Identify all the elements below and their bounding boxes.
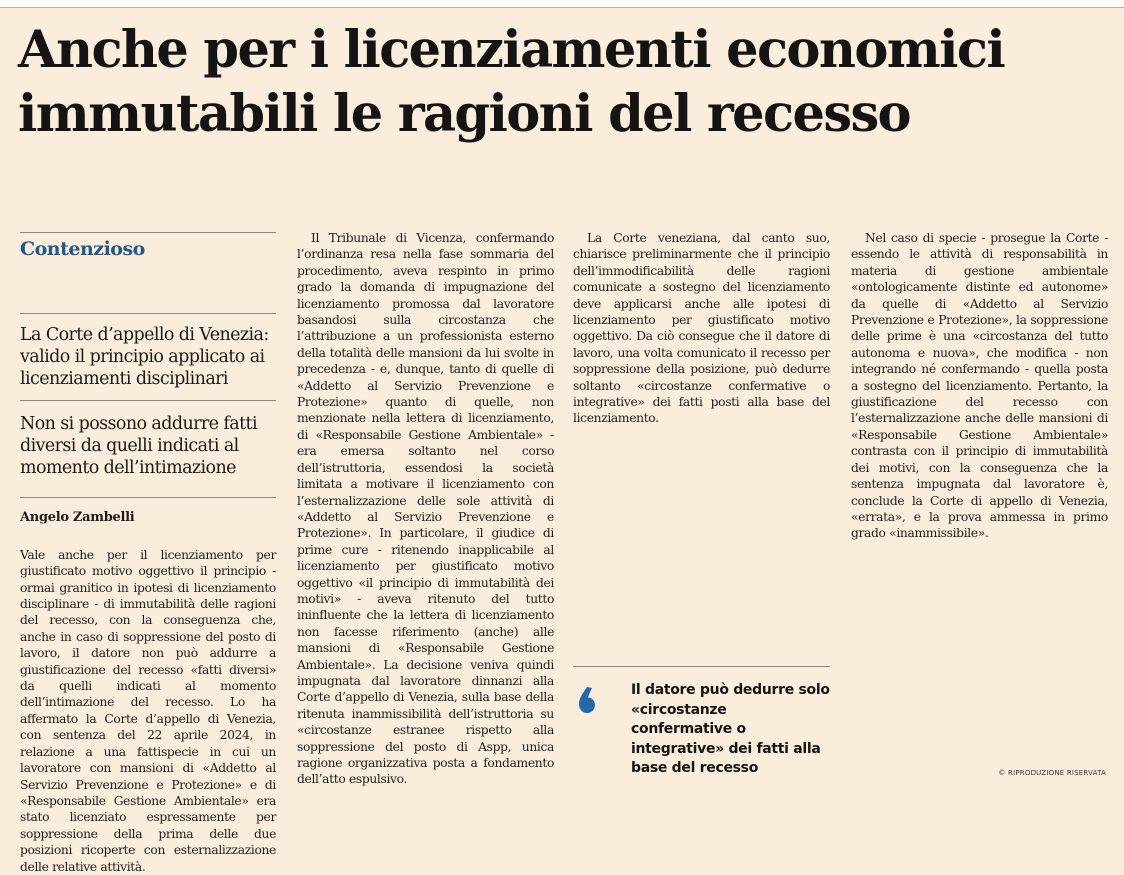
- column-1-body: [20, 547, 276, 874]
- headline-line-2: immutabili le ragioni del recesso: [18, 84, 910, 144]
- paragraph-3: La Corte veneziana, dal canto suo, chiarisce preliminarmente che il principio dell’immodificabilità delle ragioni comunicate a sostegno del licenziamento deve applicarsi anche alle ipotesi di licenziamento per giustificato motivo oggettivo. Da ciò consegue che il datore di lavoro, una volta comunicato il recesso per soppressione della posizione, può dedurre soltanto «circostanze confermative o integrative» dei fatti posti alla base del licenziamento.: [573, 231, 830, 426]
- column-2: [297, 230, 554, 787]
- headline: [18, 18, 1118, 146]
- headline-line-1: Anche per i licenziamenti economici: [18, 20, 1005, 80]
- top-border: [0, 0, 1124, 8]
- pull-quote-text: Il datore può dedurre solo «circostanze confermative o integrative» dei fatti alla base del recesso: [631, 682, 830, 776]
- pull-quote: [573, 666, 830, 779]
- section-label: Contenzioso: [20, 238, 145, 260]
- paragraph-4: Nel caso di specie - prosegue la Corte - essendo le attività di responsabilità in materia di gestione ambientale «ontologicamente distinte ed autonome» da quelle di «Addetto al Servizio Prevenzione e Protezione», la soppressione delle prime è una «circostanza del tutto autonoma e nuova», che modifica - non integrando né confermando - quella posta a sostegno del licenziamento. Pertanto, la giustificazione del recesso con l’esternalizzazione anche delle mansioni di «Responsabile Gestione Ambientale» contrasta con il principio di immutabilità dei motivi, con la conseguenza che la sentenza impugnata dal lavoratore è, conclude la Corte di appello di Venezia, «errata», e la prova ammessa in primo grado «inammissibile».: [851, 231, 1108, 541]
- subheading-2: Non si possono addurre fatti diversi da quelli indicati al momento dell’intimazione: [20, 400, 276, 479]
- column-1: [20, 232, 276, 874]
- section-rule: [20, 232, 276, 233]
- subheading-1: La Corte d’appello di Venezia: valido il principio applicato ai licenziamenti disciplinari: [20, 313, 276, 390]
- paragraph-1: Vale anche per il licenziamento per giustificato motivo oggettivo il principio - ormai granitico in ipotesi di licenziamento disciplinare - di immutabilità delle ragioni del recesso, con la conseguenza che, anche in caso di soppressione del posto di lavoro, il datore non può addurre a giustificazione del recesso «fatti diversi» da quelli indicati al momento dell’intimazione del recesso. Lo ha affermato la Corte d’appello di Venezia, con sentenza del 22 aprile 2024, in relazione a una fattispecie in cui un lavoratore con mansioni di «Addetto al Servizio Prevenzione e Protezione» e di «Responsabile Gestione Ambientale» era stato licenziato espressamente per soppressione della prima delle due posizioni ricoperte con esternalizzazione delle relative attività.: [20, 547, 276, 874]
- paragraph-2: Il Tribunale di Vicenza, confermando l’ordinanza resa nella fase sommaria del procedimento, aveva respinto in primo grado la domanda di impugnazione del licenziamento promossa dal lavoratore basandosi sulla circostanza che l’attribuzione a un professionista esterno della totalità delle mansioni da lui svolte in precedenza - e, dunque, tanto di quelle di «Addetto al Servizio Prevenzione e Protezione» quanto di quelle, non menzionate nella lettera di licenziamento, di «Responsabile Gestione Ambientale» - era emersa soltanto nel corso dell’istruttoria, essendosi la società limitata a motivare il licenziamento con l’esternalizzazione delle sole attività di «Addetto al Servizio Prevenzione e Protezione». In particolare, il giudice di prime cure - ritenendo inapplicabile al licenziamento per giustificato motivo oggettivo «il principio di immutabilità dei motivi» - aveva ritenuto del tutto ininfluente che la lettera di licenziamento non facesse riferimento (anche) alle mansioni di «Responsabile Gestione Ambientale». La decisione veniva quindi impugnata dal lavoratore dinnanzi alla Corte d’appello di Venezia, sulla base della ritenuta inammissibilità dell’istruttoria su «circostanze estranee rispetto alla soppressione del posto di Aspp, unica ragione organizzativa posta a fondamento dell’atto espulsivo.: [297, 231, 554, 787]
- quote-mark-icon: [577, 685, 597, 715]
- column-3: [573, 230, 830, 642]
- author-byline: Angelo Zambelli: [20, 497, 276, 526]
- copyright-notice: © RIPRODUZIONE RISERVATA: [998, 769, 1106, 777]
- column-4: [851, 230, 1108, 762]
